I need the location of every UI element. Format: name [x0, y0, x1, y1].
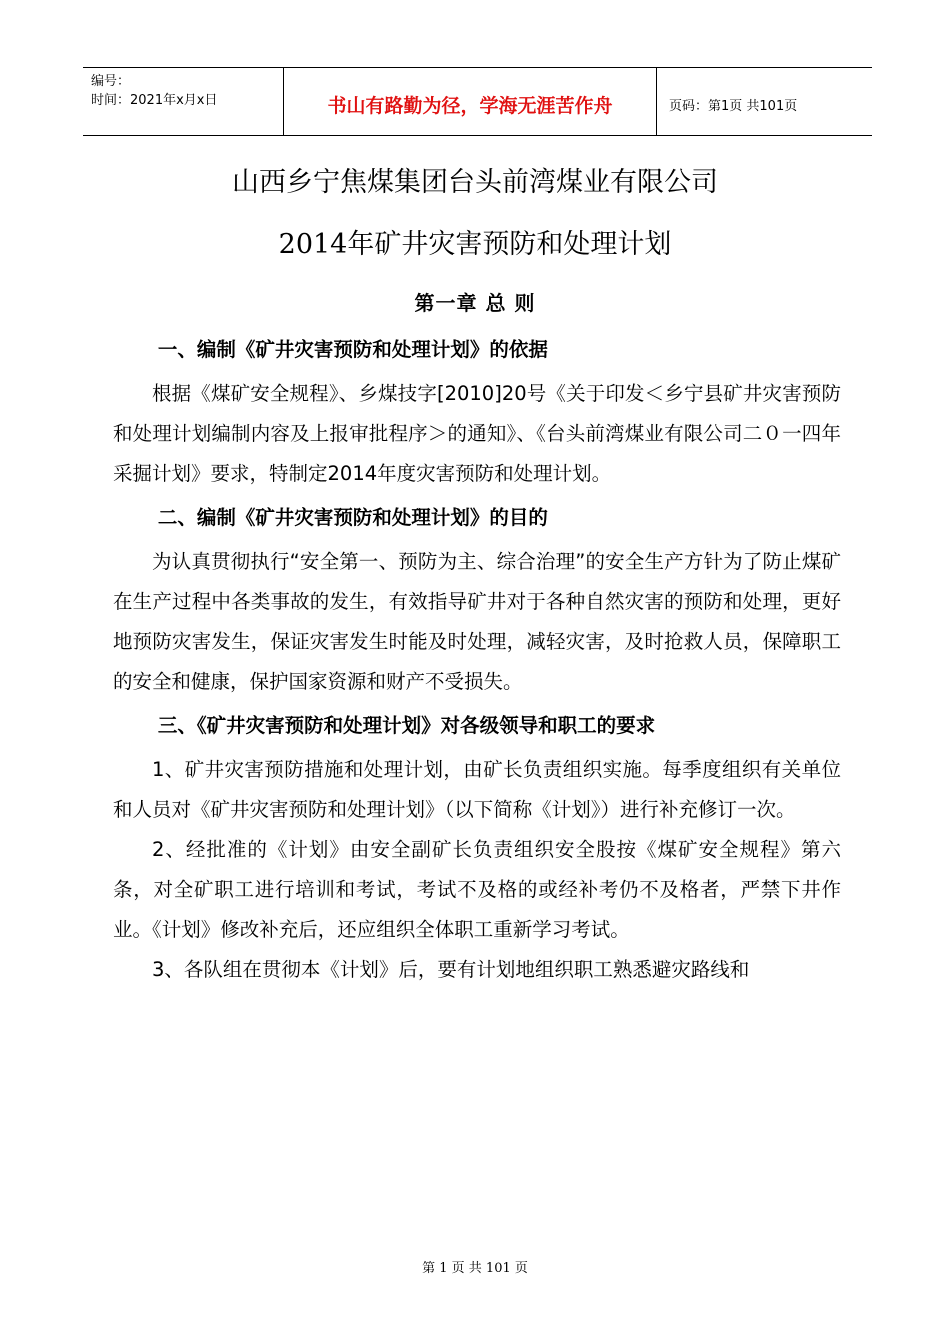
section-heading: 二、编制《矿井灾害预防和处理计划》的目的 [157, 506, 548, 529]
section-heading: 三、《矿井灾害预防和处理计划》对各级领导和职工的要求 [157, 714, 656, 737]
header-meta [83, 68, 284, 135]
paragraph: 2、经批准的《计划》由安全副矿长负责组织安全股按《煤矿安全规程》第六条，对全矿职工进行培训和考试，考试不及格的或经补考仍不及格者，严禁下井作业。《计划》修改补充后，还应组织全体职工重新学习考试。 [113, 838, 841, 941]
header-page-info: 页码：第1页 共101页 [669, 99, 798, 114]
paragraph: 根据《煤矿安全规程》、乡煤技字[2010]20号《关于印发＜乡宁县矿井灾害预防和处理计划编制内容及上报审批程序＞的通知》、《台头前湾煤业有限公司二０一四年采掘计划》要求，特制定2014年度灾害预防和处理计划。 [113, 382, 841, 485]
header-table [83, 67, 872, 136]
page-footer: 第 1 页 共 101 页 [422, 1261, 528, 1276]
document-body [113, 326, 841, 990]
paragraph: 1、矿井灾害预防措施和处理计划，由矿长负责组织实施。每季度组织有关单位和人员对《矿井灾害预防和处理计划》（以下简称《计划》）进行补充修订一次。 [113, 758, 841, 821]
section-heading: 一、编制《矿井灾害预防和处理计划》的依据 [157, 338, 548, 361]
document-time: 时间：2021年x月x日 [91, 93, 218, 108]
document-title-line1: 山西乡宁焦煤集团台头前湾煤业有限公司 [232, 167, 718, 198]
document-number: 编号： [91, 74, 131, 89]
document-title-line2: 2014年矿井灾害预防和处理计划 [278, 229, 672, 260]
header-slogan: 书山有路勤为径，学海无涯苦作舟 [284, 68, 657, 135]
chapter-heading: 第一章 总 则 [414, 291, 536, 315]
paragraph: 为认真贯彻执行“安全第一、预防为主、综合治理”的安全生产方针为了防止煤矿在生产过程中各类事故的发生，有效指导矿井对于各种自然灾害的预防和处理，更好地预防灾害发生，保证灾害发生时能及时处理，减轻灾害，及时抢救人员，保障职工的安全和健康，保护国家资源和财产不受损失。 [113, 550, 841, 693]
paragraph: 3、各队组在贯彻本《计划》后，要有计划地组织职工熟悉避灾路线和 [152, 958, 750, 981]
